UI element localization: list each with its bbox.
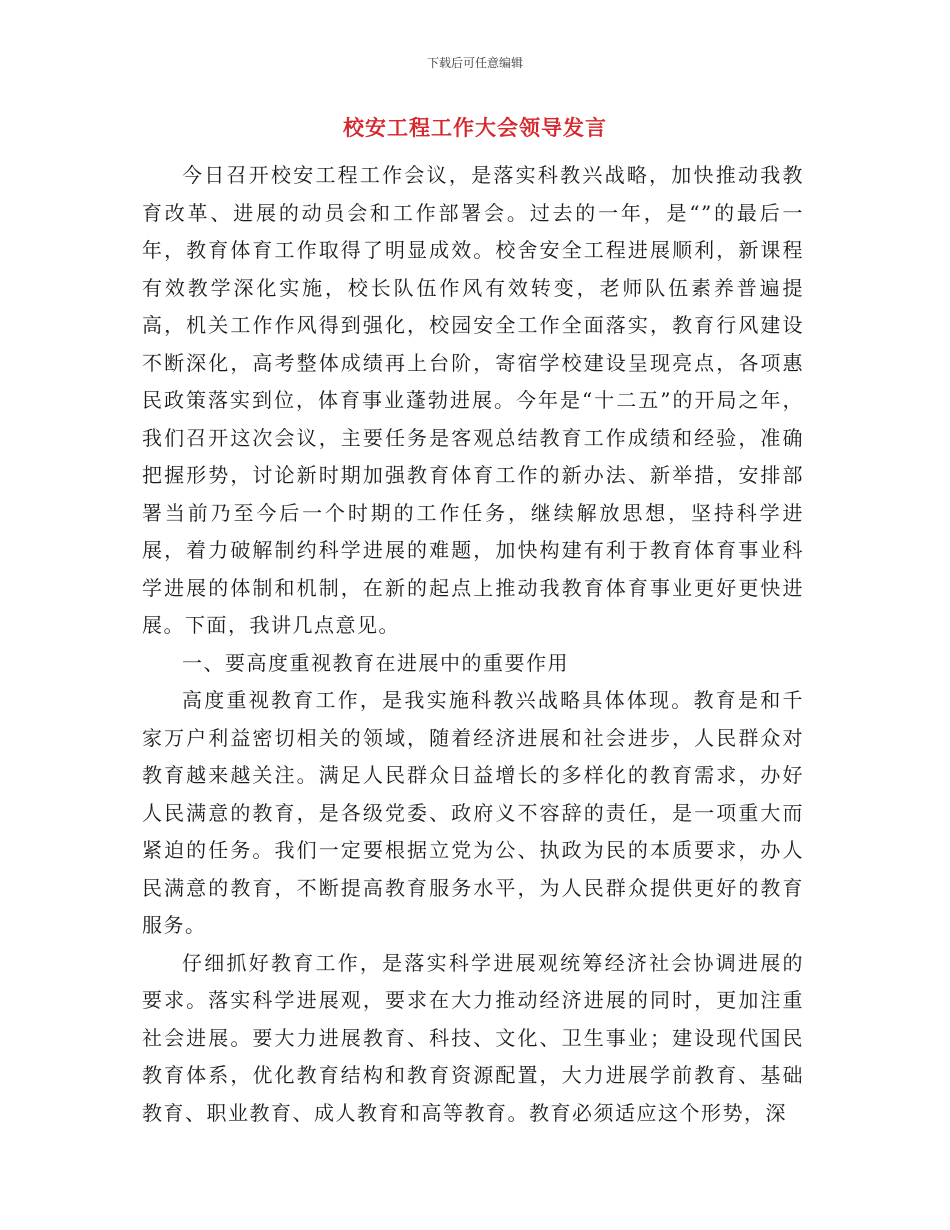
paragraph-intro: 今日召开校安工程工作会议，是落实科教兴战略，加快推动我教育改革、进展的动员会和工作部署会。过去的一年，是“”的最后一年，教育体育工作取得了明显成效。校舍安全工程进展顺利，新课程有效教学深化实施，校长队伍作风有效转变，老师队伍素养普遍提高，机关工作作风得到强化，校园安全工作全面落实，教育行风建设不断深化，高考整体成绩再上台阶，寄宿学校建设呈现亮点，各项惠民政策落实到位，体育事业蓬勃进展。今年是“十二五”的开局之年，我们召开这次会议，主要任务是客观总结教育工作成绩和经验，准确把握形势，讨论新时期加强教育体育工作的新办法、新举措，安排部署当前乃至今后一个时期的工作任务，继续解放思想，坚持科学进展，着力破解制约科学进展的难题，加快构建有利于教育体育事业科学进展的体制和机制，在新的起点上推动我教育体育事业更好更快进展。下面，我讲几点意见。 [142,163,804,637]
paragraph-development: 仔细抓好教育工作，是落实科学进展观统筹经济社会协调进展的要求。落实科学进展观，要求在大力推动经济进展的同时，更加注重社会进展。要大力进展教育、科技、文化、卫生事业；建设现代国民教育体系，优化教育结构和教育资源配置，大力进展学前教育、基础教育、职业教育、成人教育和高等教育。教育必须适应这个形势，深 [142,950,804,1125]
document-body [142,157,804,1132]
page-header-note: 下载后可任意编辑 [426,56,523,70]
document-title: 校安工程工作大会领导发言 [343,116,607,140]
paragraph-importance: 高度重视教育工作，是我实施科教兴战略具体体现。教育是和千家万户利益密切相关的领域，随着经济进展和社会进步，人民群众对教育越来越关注。满足人民群众日益增长的多样化的教育需求，办好人民满意的教育，是各级党委、政府义不容辞的责任，是一项重大而紧迫的任务。我们一定要根据立党为公、执政为民的本质要求，办人民满意的教育，不断提高教育服务水平，为人民群众提供更好的教育服务。 [142,688,804,937]
section-heading-1: 一、要高度重视教育在进展中的重要作用 [182,650,569,675]
